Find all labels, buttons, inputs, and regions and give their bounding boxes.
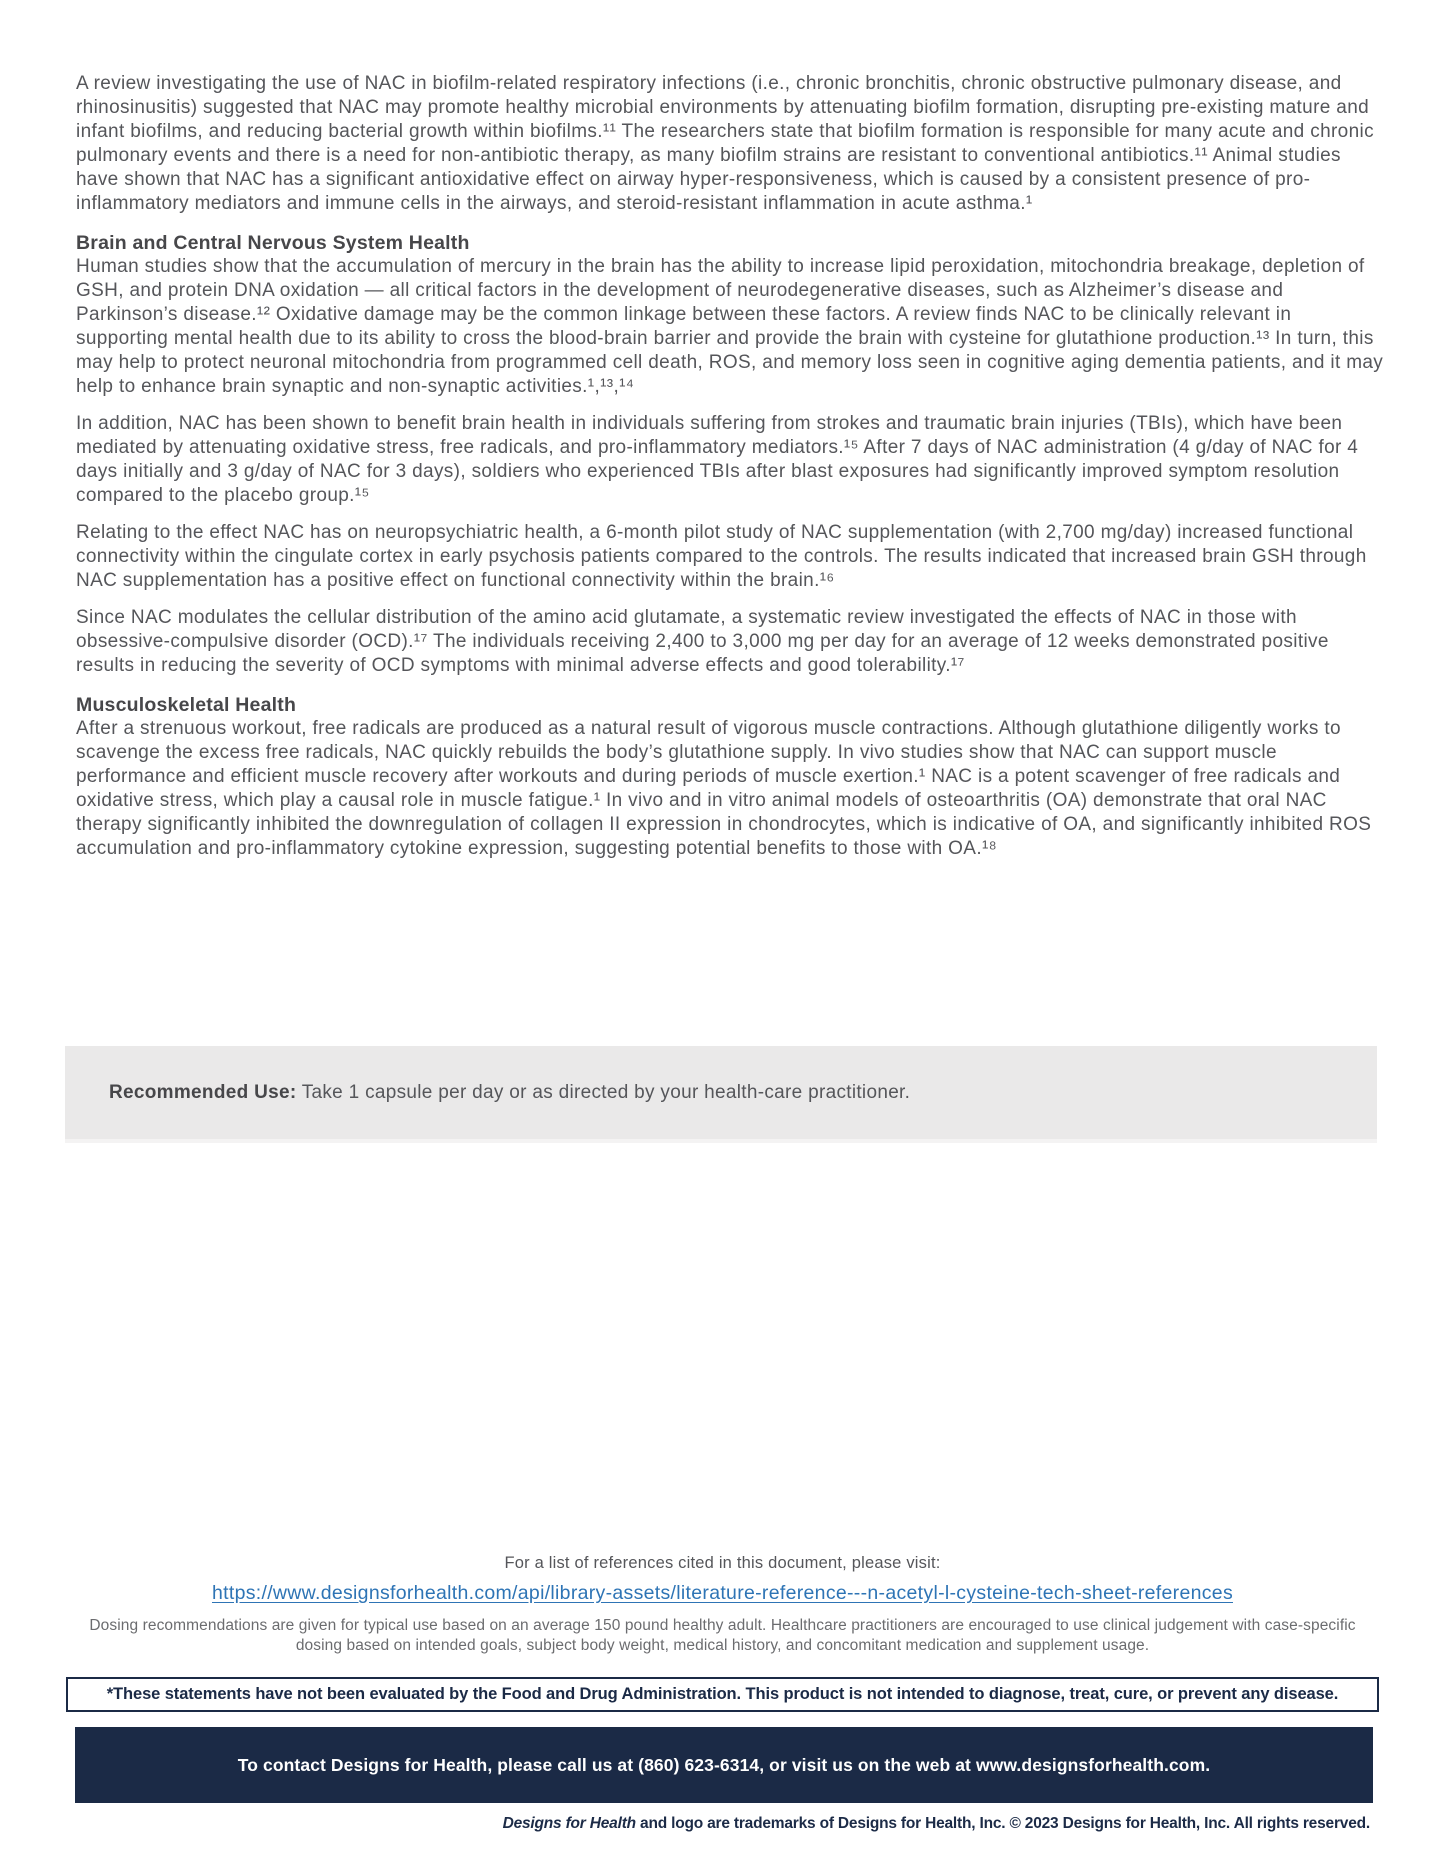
trademark-line <box>72 1815 1370 1833</box>
references-intro-text: For a list of references cited in this document, please visit: <box>504 1554 941 1572</box>
contact-footer-bar <box>75 1727 1373 1803</box>
trademark-rest-text: and logo are trademarks of Designs for Health, Inc. © 2023 Designs for Health, Inc. All rights reserved. <box>635 1815 1370 1832</box>
section-heading-brain-cns-health: Brain and Central Nervous System Health <box>76 232 470 254</box>
paragraph-brain-tbi: In addition, NAC has been shown to benefit brain health in individuals suffering from strokes and traumatic brain injuries (TBIs), which have been mediated by attenuating oxidative stress, free radicals, and pro-inflammatory mediators.¹⁵ After 7 days of NAC administration (4 g/day of NAC for 4 days initially and 3 g/day of NAC for 3 days), soldiers who experienced TBIs after blast exposures had significantly improved symptom resolution compared to the placebo group.¹⁵ <box>76 413 1359 506</box>
paragraph-biofilm-respiratory: A review investigating the use of NAC in biofilm-related respiratory infections (i.e., chronic bronchitis, chronic obstructive pulmonary disease, and rhinosinusitis) suggested that NAC may promote healthy microbial environments by attenuating biofilm formation, disrupting pre-existing mature and infant biofilms, and reducing bacterial growth within biofilms.¹¹ The researchers state that biofilm formation is responsible for many acute and chronic pulmonary events and there is a need for non-antibiotic therapy, as many biofilm strains are resistant to conventional antibiotics.¹¹ Animal studies have shown that NAC has a significant antioxidative effect on airway hyper-responsiveness, which is caused by a consistent presence of pro-inflammatory mediators and immune cells in the airways, and steroid-resistant inflammation in acute asthma.¹ <box>76 73 1374 214</box>
references-link[interactable]: https://www.designsforhealth.com/api/library-assets/literature-reference---n-acetyl-l-cysteine-tech-sheet-references <box>211 1582 1233 1604</box>
fda-disclaimer-text: *These statements have not been evaluated by the Food and Drug Administration. This product is not intended to diagnose, treat, cure, or prevent any disease. <box>106 1685 1339 1703</box>
paragraph-brain-mercury: Human studies show that the accumulation of mercury in the brain has the ability to increase lipid peroxidation, mitochondria breakage, depletion of GSH, and protein DNA oxidation — all critical factors in the development of neurodegenerative diseases, such as Alzheimer’s disease and Parkinson’s disease.¹² Oxidative damage may be the common linkage between these factors. A review finds NAC to be clinically relevant in supporting mental health due to its ability to cross the blood-brain barrier and provide the brain with cysteine for glutathione production.¹³ In turn, this may help to protect neuronal mitochondria from programmed cell death, ROS, and memory loss seen in cognitive aging dementia patients, and it may help to enhance brain synaptic and non-synaptic activities.¹,¹³,¹⁴ <box>76 256 1384 397</box>
references-block <box>0 1554 1445 1605</box>
paragraph-musculoskeletal: After a strenuous workout, free radicals are produced as a natural result of vigorous muscle contractions. Although glutathione diligently works to scavenge the excess free radicals, NAC quickly rebuilds the body’s glutathione supply. In vivo studies show that NAC can support muscle performance and efficient muscle recovery after workouts and during periods of muscle exertion.¹ NAC is a potent scavenger of free radicals and oxidative stress, which play a causal role in muscle fatigue.¹ In vivo and in vitro animal models of osteoarthritis (OA) demonstrate that oral NAC therapy significantly inhibited the downregulation of collagen II expression in chondrocytes, which is indicative of OA, and significantly inhibited ROS accumulation and pro-inflammatory cytokine expression, suggesting potential benefits to those with OA.¹⁸ <box>76 718 1372 859</box>
article-body <box>76 72 1386 874</box>
fda-disclaimer-box <box>66 1677 1379 1712</box>
recommended-use-text: Take 1 capsule per day or as directed by your health-care practitioner. <box>296 1081 911 1103</box>
trademark-brand-name: Designs for Health <box>502 1815 636 1832</box>
paragraph-ocd: Since NAC modulates the cellular distribution of the amino acid glutamate, a systematic review investigated the effects of NAC in those with obsessive-compulsive disorder (OCD).¹⁷ The individuals receiving 2,400 to 3,000 mg per day for an average of 12 weeks demonstrated positive results in reducing the severity of OCD symptoms with minimal adverse effects and good tolerability.¹⁷ <box>76 607 1329 676</box>
dosing-disclaimer-text: Dosing recommendations are given for typical use based on an average 150 pound healthy adult. Healthcare practitioners are encouraged to use clinical judgement with case-specific dosing based on intended goals, subject body weight, medical history, and concomitant medication and supplement usage. <box>89 1617 1356 1654</box>
section-heading-musculoskeletal-health: Musculoskeletal Health <box>76 694 297 716</box>
paragraph-neuropsychiatric: Relating to the effect NAC has on neuropsychiatric health, a 6-month pilot study of NAC supplementation (with 2,700 mg/day) increased functional connectivity within the cingulate cortex in early psychosis patients compared to the controls. The results indicated that increased brain GSH through NAC supplementation has a positive effect on functional connectivity within the brain.¹⁶ <box>76 522 1367 591</box>
recommended-use-box <box>65 1046 1377 1143</box>
recommended-use-label: Recommended Use: <box>109 1081 297 1103</box>
contact-footer-text: To contact Designs for Health, please call us at (860) 623-6314, or visit us on the web at www.designsforhealth.com. <box>237 1754 1211 1775</box>
